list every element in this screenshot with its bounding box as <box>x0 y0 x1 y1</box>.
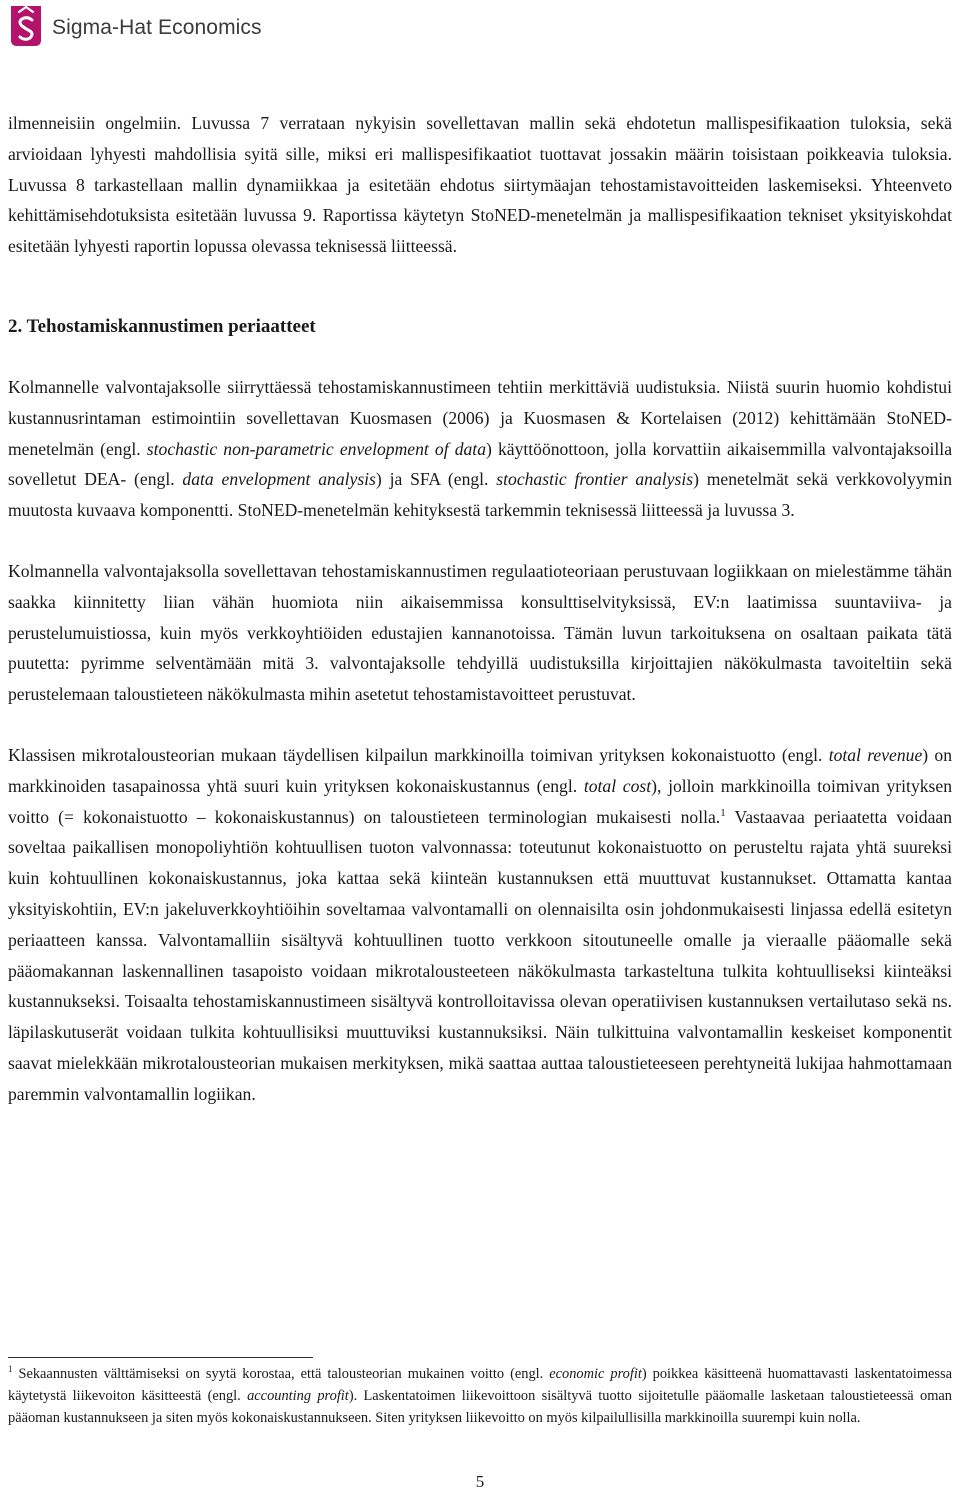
intro-paragraph: ilmenneisiin ongelmiin. Luvussa 7 verrataan nykyisin sovellettavan mallin sekä ehdotetun mallispesifikaation tuloksia, sekä arvioidaan lyhyesti mahdollisia syitä sille, miksi eri mallispesifikaatiot tuottavat jossakin määrin toisistaan poikkeavia tuloksia. Luvussa 8 tarkastellaan mallin dynamiikkaa ja esitetään ehdotus siirtymäajan tehostamistavoitteiden laskemiseksi. Yhteenveto kehittämisehdotuksista esitetään luvussa 9. Raportissa käytetyn StoNED-menetelmän ja mallispesifikaation tekniset yksityiskohdat esitetään lyhyesti raportin lopussa olevassa teknisessä liitteessä. <box>8 113 952 257</box>
paragraph-microeconomics: Klassisen mikrotalousteorian mukaan täydellisen kilpailun markkinoilla toimivan yrityksen kokonaistuotto (engl. total revenue) on markkinoiden tasapainossa yhtä suuri kuin yrityksen kokonaiskustannus (engl. total cost), jolloin markkinoilla toimivan yrityksen voitto (= kokonaistuotto – kokonaiskustannus) on taloustieteen terminologian mukaisesti nolla.$^1$ Vastaavaa periaatetta voidaan soveltaa paikallisen monopoliyhtiön kohtuullisen tuoton valvonnassa: toteutunut kokonaistuotto on perusteltu rajata yhtä suureksi kuin kohtuullinen kokonaiskustannus, joka kattaa sekä kiinteän kustannuksen että muuttuvat kustannukset. Ottamatta kantaa yksityiskohtiin, EV:n jakeluverkkoyhtiöihin soveltamaa valvontamalli on olennaisilta osin johdonmukaisesti linjassa edellä esitetyn periaatteen kanssa. Valvontamalliin sisältyvä kohtuullinen tuotto verkkoon sitoutuneelle omalle ja vieraalle pääomalle sekä pääomakannan laskennallinen tasapoisto voidaan mikrotalousteeteen näkökulmasta tarkasteltuna tulkita kohtuulliseksi kiinteäksi kustannukseksi. Toisaalta tehostamiskannustimeen sisältyvä kontrolloitavissa olevan operatiivisen kustannuksen vertailutaso sekä ns. läpilaskutuserät voidaan tulkita kohtuullisiksi muuttuviksi kustannuksiksi. Näin tulkittuina valvontamallin keskeiset komponentit saavat mielekkään mikrotalousteorian mukaisen merkityksen, mikä saattaa auttaa taloustieteeseen perehtyneitä lukijaa hahmottamaan paremmin valvontamallin logiikan. <box>8 744 953 1104</box>
sigma-hat-logo-icon <box>8 2 44 50</box>
footnote-divider <box>8 1357 313 1358</box>
footnote-reference[interactable]: 1 <box>720 806 726 819</box>
footnote-1: $^1$ Sekaannusten välttämiseksi on syytä korostaa, että talousteorian mukainen voitto (engl. economic profit) poikkea käsitteenä huomattavasti laskentatoimessa käytetystä liikevoiton käsitteestä (engl. accounting profit). Laskentatoimen liikevoittoon sisältyvä tuotto sijoitetulle pääomalle lasketaan taloustieteessä oman pääoman kustannukseen ja siten myös kokonaiskustannukseen. Siten yrityksen liikevoitto on myös kilpailullisilla markkinoilla suurempi kuin nolla. <box>8 1364 952 1427</box>
main-content <box>8 108 952 1110</box>
page-header <box>8 2 262 50</box>
footnote-number: 1 <box>8 1364 13 1375</box>
paragraph-stoned: Kolmannelle valvontajaksolle siirryttäessä tehostamiskannustimeen tehtiin merkittäviä uudistuksia. Niistä suurin huomio kohdistui kustannusrintaman estimointiin sovellettavan Kuosmasen (2006) ja Kuosmasen & Kortelaisen (2012) kehittämään StoNED-menetelmän (engl. stochastic non-parametric envelopment of data) käyttöönottoon, jolla korvattiin aikaisemmilla valvontajaksoilla sovelletut DEA- (engl. data envelopment analysis) ja SFA (engl. stochastic frontier analysis) menetelmät sekä verkkovolyymin muutosta kuvaava komponentti. StoNED-menetelmän kehityksestä tarkemmin teknisessä liitteessä ja luvussa 3. <box>8 376 953 521</box>
section-heading: 2. Tehostamiskannustimen periaatteet <box>8 315 316 337</box>
footnotes <box>8 1363 952 1430</box>
brand-name: Sigma-Hat Economics <box>52 16 262 39</box>
paragraph-logic: Kolmannella valvontajaksolla sovellettavan tehostamiskannustimen regulaatioteoriaan perustuvaan logiikkaan on mielestämme tähän saakka kiinnitetty liian vähän huomiota niin aikaisemmissa konsulttiselvityksissä, EV:n laatimissa suuntaviiva- ja perustelumuistiossa, kuin myös verkkoyhtiöiden edustajien kannanotoissa. Tämän luvun tarkoituksena on osaltaan paikata tätä puutetta: pyrimme selventämään mitä 3. valvontajaksolle tehdyillä uudistuksilla kirjoittajien näkökulmasta tavoiteltiin sekä perustelemaan taloustieteen näkökulmasta mihin asetetut tehostamistavoitteet perustuvat. <box>8 560 952 705</box>
page-number: 5 <box>475 1472 485 1491</box>
